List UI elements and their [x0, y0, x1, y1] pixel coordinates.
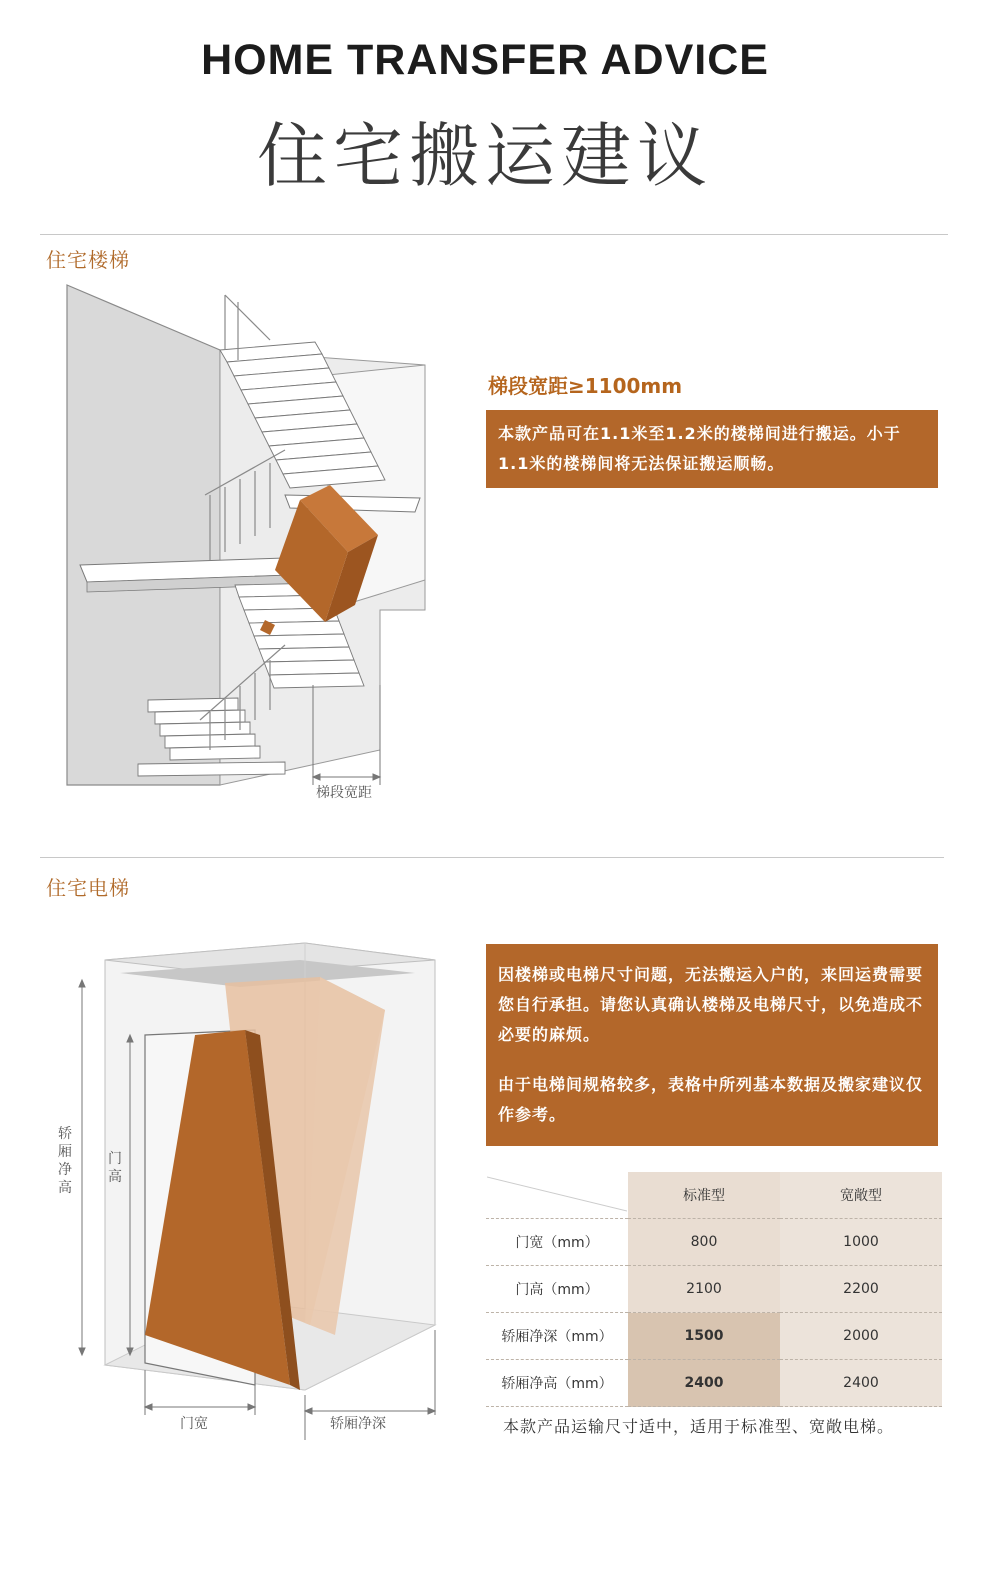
section-divider	[40, 857, 944, 858]
elevator-illustration	[50, 935, 450, 1445]
table-cell: 2400	[780, 1360, 942, 1407]
elevator-footer-note: 本款产品运输尺寸适中，适用于标准型、宽敞电梯。	[503, 1417, 895, 1436]
table-cell: 2100	[628, 1266, 780, 1313]
elevator-section-title: 住宅电梯	[46, 876, 130, 900]
elevator-spec-table	[486, 1172, 942, 1407]
staircase-illustration	[60, 280, 440, 810]
elevator-note-text-2: 由于电梯间规格较多，表格中所列基本数据及搬家建议仅作参考。	[498, 1075, 924, 1124]
table-header-row	[486, 1172, 942, 1219]
page-title-cn: 住宅搬运建议	[257, 115, 713, 197]
table-cell-highlight: 1500	[628, 1313, 780, 1360]
stair-width-dimension-label: 梯段宽距	[316, 785, 372, 801]
table-corner-diagonal	[487, 1173, 627, 1213]
elevator-note-box	[486, 944, 938, 1146]
page-title-en: HOME TRANSFER ADVICE	[201, 36, 769, 84]
section-divider	[40, 234, 948, 235]
table-row-label: 门宽（mm）	[486, 1219, 628, 1266]
table-row-label: 门高（mm）	[486, 1266, 628, 1313]
cabin-depth-dimension-label: 轿厢净深	[330, 1416, 386, 1432]
table-column-header: 宽敞型	[780, 1172, 942, 1219]
elevator-spec-table-wrap	[486, 1172, 942, 1407]
table-row-label: 轿厢净高（mm）	[486, 1360, 628, 1407]
stair-width-spec: 梯段宽距≥1100mm	[488, 374, 683, 398]
table-row	[486, 1360, 942, 1407]
table-row-label: 轿厢净深（mm）	[486, 1313, 628, 1360]
table-row	[486, 1313, 942, 1360]
door-width-dimension-label: 门宽	[180, 1416, 208, 1432]
table-row	[486, 1219, 942, 1266]
table-cell-highlight: 2400	[628, 1360, 780, 1407]
stairs-note-box	[486, 410, 938, 488]
cabin-height-dimension-label: 轿厢净高	[58, 1126, 72, 1196]
stairs-note-text: 本款产品可在1.1米至1.2米的楼梯间进行搬运。小于1.1米的楼梯间将无法保证搬运顺畅。	[498, 424, 901, 473]
table-cell: 1000	[780, 1219, 942, 1266]
table-cell: 2200	[780, 1266, 942, 1313]
table-row	[486, 1266, 942, 1313]
door-height-dimension-label: 门高	[108, 1151, 122, 1185]
table-cell: 2000	[780, 1313, 942, 1360]
elevator-note-text-1: 因楼梯或电梯尺寸问题，无法搬运入户的，来回运费需要您自行承担。请您认真确认楼梯及电梯尺寸，以免造成不必要的麻烦。	[498, 965, 924, 1044]
table-corner-cell	[486, 1172, 628, 1219]
table-column-header: 标准型	[628, 1172, 780, 1219]
table-cell: 800	[628, 1219, 780, 1266]
stairs-section-title: 住宅楼梯	[46, 248, 130, 272]
